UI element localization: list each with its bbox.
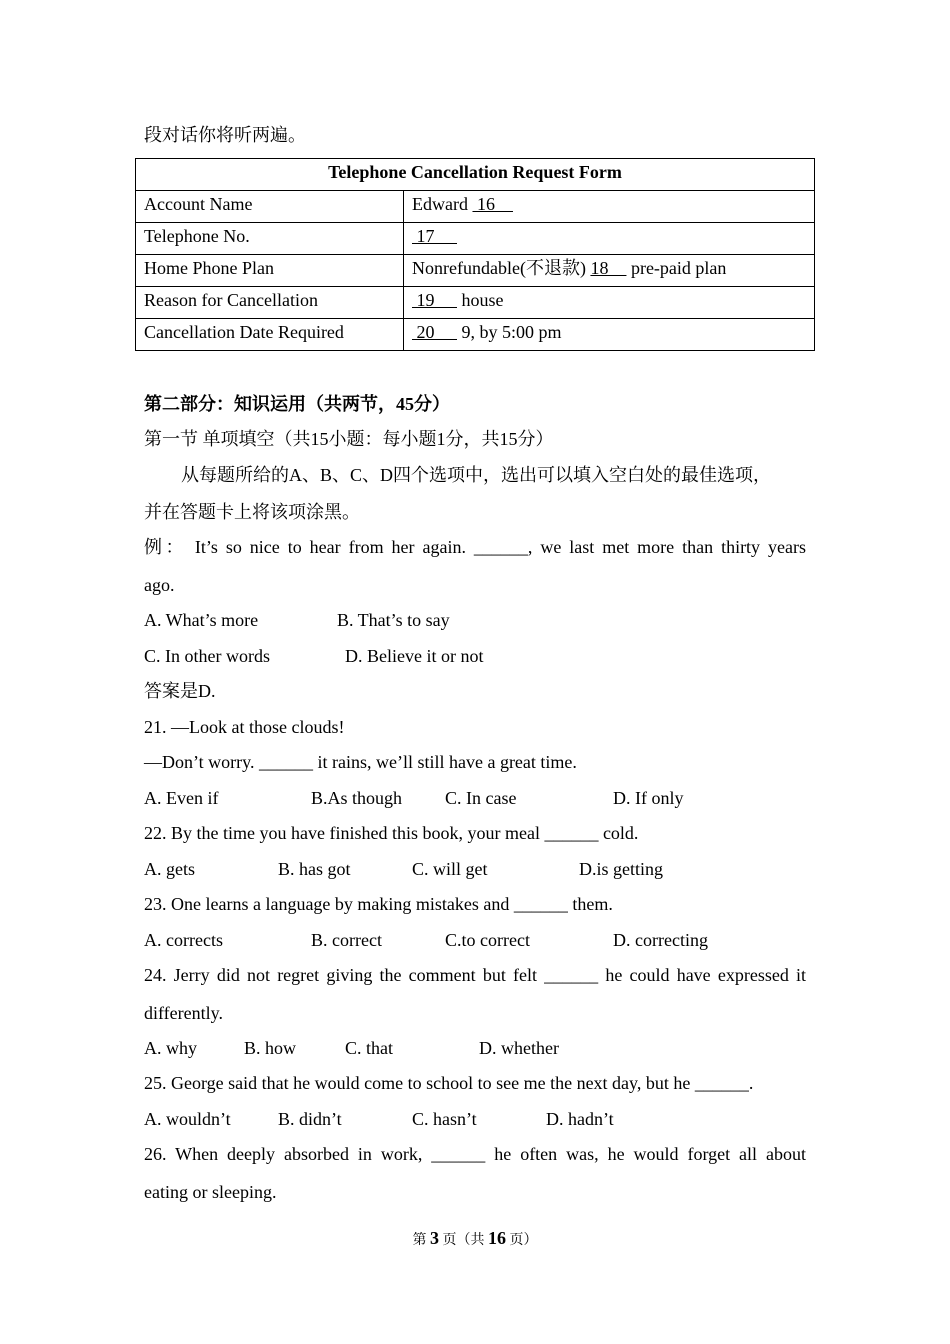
question-22-option-c: C. will get: [412, 859, 488, 879]
form-row-reason: [136, 287, 815, 319]
question-24-option-c: C. that: [345, 1038, 393, 1058]
answer-blank-19: 19: [412, 290, 457, 310]
question-22-option-b: B. has got: [278, 859, 351, 879]
section1-heading: 第一节 单项填空（共15小题：每小题1分，共15分）: [144, 429, 554, 449]
question-25-option-c: C. hasn’t: [412, 1109, 477, 1129]
question-24-stem-line-2: differently.: [144, 1003, 223, 1023]
question-26-stem-line-2: eating or sleeping.: [144, 1182, 277, 1202]
question-24-stem: 24. Jerry did not regret giving the comment but felt ______ he could have expressed it: [144, 965, 806, 985]
form-row-telephone-no: [136, 223, 815, 255]
form-value: 20 9, by 5:00 pm: [404, 319, 815, 351]
question-23-option-d: D. correcting: [613, 930, 708, 950]
page-footer: 第 3 页（共 16 页）: [412, 1228, 538, 1248]
form-value: Edward 16: [404, 191, 815, 223]
example-answer: 答案是D.: [144, 681, 216, 701]
answer-blank-18: 18: [590, 258, 627, 278]
form-row-cancellation-date: [136, 319, 815, 351]
question-24-option-b: B. how: [244, 1038, 297, 1058]
question-21-option-d: D. If only: [613, 788, 684, 808]
example-option-b: B. That’s to say: [337, 610, 450, 630]
question-23-option-a: A. corrects: [144, 930, 223, 950]
total-page-number: 16: [488, 1228, 506, 1248]
answer-blank-17: 17: [412, 226, 457, 246]
form-title: Telephone Cancellation Request Form: [136, 159, 815, 191]
question-21-stem-line-2: —Don’t worry. ______ it rains, we’ll still have a great time.: [144, 752, 577, 772]
form-value: 19 house: [404, 287, 815, 319]
question-22-option-a: A. gets: [144, 859, 195, 879]
form-row-account-name: [136, 191, 815, 223]
question-25-option-d: D. hadn’t: [546, 1109, 614, 1129]
question-22-option-d: D.is getting: [579, 859, 663, 879]
form-label: Account Name: [136, 191, 404, 223]
question-24-option-a: A. why: [144, 1038, 197, 1058]
question-24-option-d: D. whether: [479, 1038, 559, 1058]
instruction-line-2: 并在答题卡上将该项涂黑。: [144, 502, 360, 522]
question-26-stem: 26. When deeply absorbed in work, ______ he often was, he would forget all about: [144, 1144, 806, 1164]
current-page-number: 3: [430, 1228, 439, 1248]
question-21-stem: 21. —Look at those clouds!: [144, 717, 345, 737]
answer-blank-20: 20: [412, 322, 457, 342]
form-value: [404, 223, 815, 255]
question-25-option-b: B. didn’t: [278, 1109, 342, 1129]
question-21-option-a: A. Even if: [144, 788, 219, 808]
question-23-option-b: B. correct: [311, 930, 382, 950]
example-option-d: D. Believe it or not: [345, 646, 484, 666]
question-22-stem: 22. By the time you have finished this book, your meal ______ cold.: [144, 823, 639, 843]
example-stem-line-2: ago.: [144, 575, 175, 595]
cancellation-form-table: [135, 158, 815, 351]
form-label: Reason for Cancellation: [136, 287, 404, 319]
question-21-option-c: C. In case: [445, 788, 517, 808]
question-23-stem: 23. One learns a language by making mistakes and ______ them.: [144, 894, 613, 914]
form-row-home-phone-plan: [136, 255, 815, 287]
form-label: Home Phone Plan: [136, 255, 404, 287]
intro-text: 段对话你将听两遍。: [144, 125, 306, 145]
question-21-option-b: B.As though: [311, 788, 403, 808]
form-label: Cancellation Date Required: [136, 319, 404, 351]
form-value: Nonrefundable(不退款) 18 pre-paid plan: [404, 255, 815, 287]
form-label: Telephone No.: [136, 223, 404, 255]
question-25-option-a: A. wouldn’t: [144, 1109, 231, 1129]
answer-blank-16: 16: [472, 194, 513, 214]
instruction-line-1: 从每题所给的A、B、C、D四个选项中，选出可以填入空白处的最佳选项，: [181, 465, 772, 485]
question-23-option-c: C.to correct: [445, 930, 530, 950]
example-option-a: A. What’s more: [144, 610, 259, 630]
example-option-c: C. In other words: [144, 646, 270, 666]
part2-heading: 第二部分：知识运用（共两节，45分）: [144, 394, 450, 414]
question-25-stem: 25. George said that he would come to school to see me the next day, but he ______.: [144, 1073, 754, 1093]
example-stem-line-1: 例： It’s so nice to hear from her again. ______, we last met more than thirty years: [144, 537, 806, 557]
